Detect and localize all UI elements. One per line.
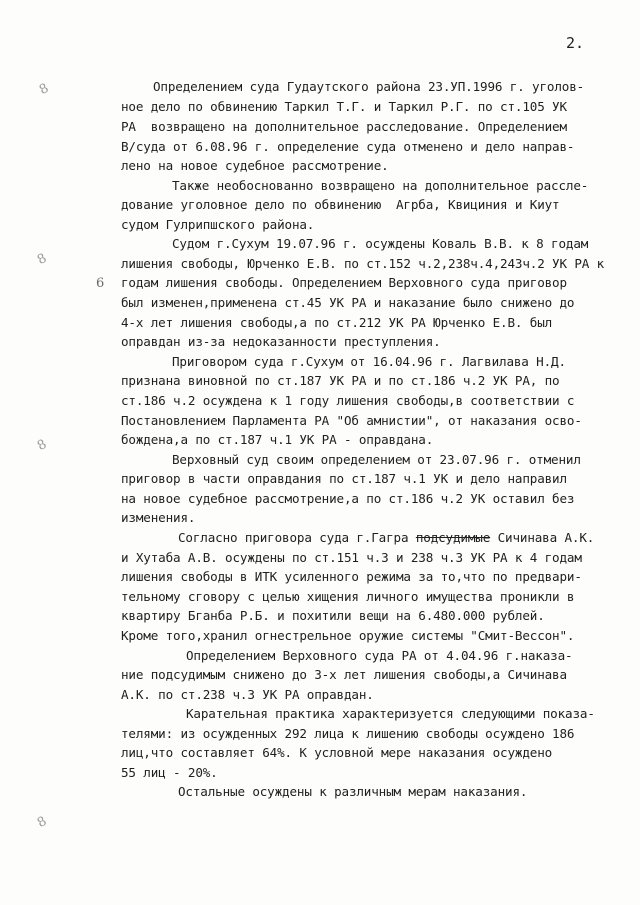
text-line: Постановлением Парламента РА "Об амнистии", от наказания осво- [121,413,582,428]
text-line: лиц,что составляет 64%. К условной мере наказания осуждено [121,745,553,760]
text-line: Остальные осуждены к различным мерам наказания. [178,784,528,799]
text-line: Также необоснованно возвращено на дополнительное рассле- [172,178,589,193]
text-line: лишения свободы, Юрченко Е.В. по ст.152 ч.2,238ч.4,243ч.2 УК РА к [121,256,605,271]
text-line: годам лишения свободы. Определением Верховного суда приговор [121,275,567,290]
text-line: дование уголовное дело по обвинению Агрба, Квициния и Киут [121,197,560,212]
margin-pencil-mark: 8 [34,436,50,455]
text-line: и Хутаба А.В. осуждены по ст.151 ч.3 и 238 ч.3 УК РА к 4 годам [121,550,582,565]
text-line: оправдан из-за недоказанности преступления. [121,334,441,349]
text-line: квартиру Бганба Р.Б. и похитили вещи на 6.480.000 рублей. [121,608,545,623]
text-line: В/суда от 6.08.96 г. определение суда отменено и дело направ- [121,139,575,154]
text-line: изменения. [121,510,196,525]
page-number: 2. [566,34,585,52]
text-line: приговор в части оправдания по ст.187 ч.1 УК и дело направил [121,471,567,486]
margin-pencil-mark: 8 [34,250,50,269]
text-line: лишения свободы в ИТК усиленного режима за то,что по предвари- [121,569,582,584]
text-line: РА возвращено на дополнительное расследование. Определением [121,119,567,134]
text-line: ст.186 ч.2 осуждена к 1 году лишения свободы,в соответствии с [121,393,575,408]
text-fragment: Согласно приговора суда г.Гагра [178,530,416,545]
margin-pencil-mark: 8 [36,80,52,99]
text-line: ние подсудимым снижено до 3-х лет лишения свободы,а Сичинава [121,667,567,682]
text-line: ное дело по обвинению Таркил Т.Г. и Таркил Р.Г. по ст.105 УК [121,99,567,114]
text-line: был изменен,применена ст.45 УК РА и наказание было снижено до [121,295,575,310]
text-line: телями: из осужденных 292 лица к лишению свободы осуждено 186 [121,726,575,741]
text-line: признана виновной по ст.187 УК РА и по ст.186 ч.2 УК РА, по [121,373,560,388]
text-line: Приговором суда г.Сухум от 16.04.96 г. Лагвилава Н.Д. [172,354,566,369]
text-line: тельному сговору с целью хищения личного имущества проникли в [121,589,575,604]
text-line: А.К. по ст.238 ч.3 УК РА оправдан. [121,687,374,702]
text-line: бождена,а по ст.187 ч.1 УК РА - оправдана. [121,432,434,447]
margin-pencil-mark: 8 [34,813,50,832]
text-line: Карательная практика характеризуется следующими показа- [186,706,595,721]
struck-word: подсудимые [415,530,491,545]
text-line: Определением суда Гудаутского района 23.УП.1996 г. уголов- [153,79,585,94]
text-line: Судом г.Сухум 19.07.96 г. осуждены Коваль В.В. к 8 годам [172,236,589,251]
text-line: на новое судебное рассмотрение,а по ст.186 ч.2 УК оставил без [121,491,575,506]
text-line: 55 лиц - 20%. [121,765,218,780]
text-line [178,532,594,545]
text-line: судом Гулрипшского района. [121,217,315,232]
text-fragment: Сичинава А.К. [490,530,595,545]
margin-handwritten-digit: 6 [96,276,105,291]
text-line: лено на новое судебное рассмотрение. [121,158,389,173]
text-line: 4-х лет лишения свободы,а по ст.212 УК РА Юрченко Е.В. был [121,315,553,330]
text-line: Определением Верховного суда РА от 4.04.96 г.наказа- [186,648,573,663]
text-line: Верховный суд своим определением от 23.07.96 г. отменил [172,452,581,467]
text-line: Кроме того,хранил огнестрельное оружие системы "Смит-Вессон". [121,628,575,643]
